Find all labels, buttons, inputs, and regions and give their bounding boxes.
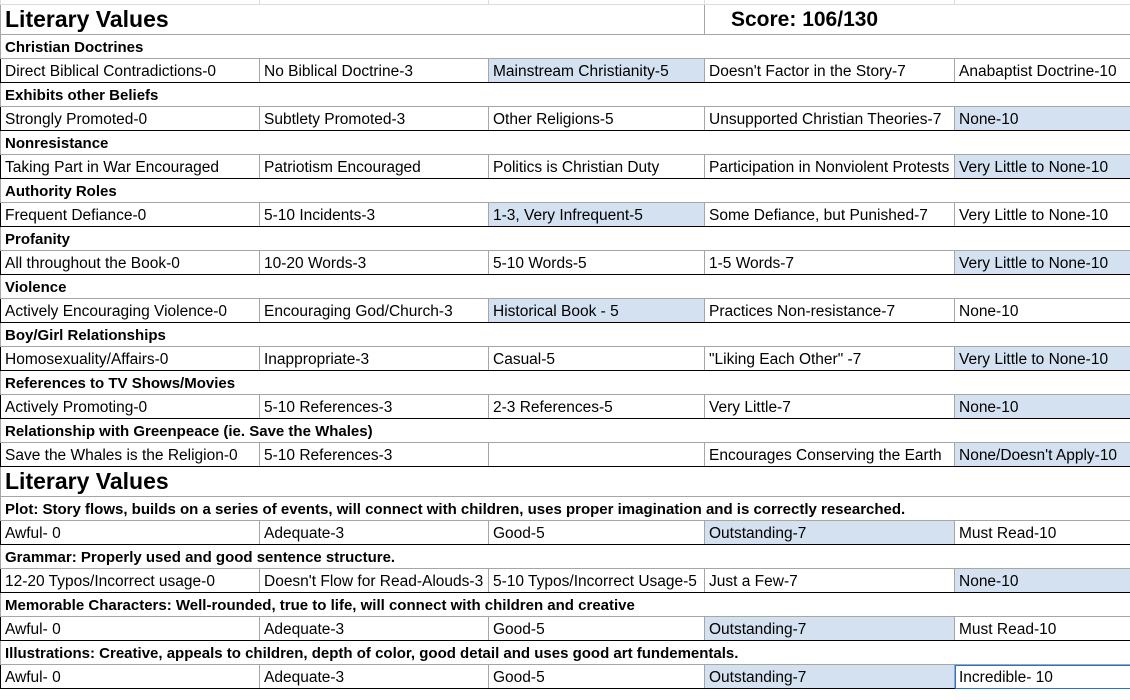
category-label[interactable]: Relationship with Greenpeace (ie. Save the Whales) <box>1 419 1130 443</box>
option-cell[interactable]: 10-20 Words-3 <box>260 251 489 275</box>
option-cell[interactable]: Adequate-3 <box>260 617 489 641</box>
options-row <box>1 203 1130 227</box>
page-title-cell[interactable] <box>1 5 705 35</box>
option-cell[interactable]: Adequate-3 <box>260 665 489 689</box>
option-cell[interactable]: Awful- 0 <box>1 665 260 689</box>
option-cell[interactable]: Doesn't Factor in the Story-7 <box>705 59 955 83</box>
option-cell[interactable]: Actively Promoting-0 <box>1 395 260 419</box>
options-row <box>1 443 1130 467</box>
option-cell-highlighted[interactable]: Outstanding-7 <box>705 665 955 689</box>
option-cell-highlighted[interactable]: Mainstream Christianity-5 <box>489 59 705 83</box>
category-label[interactable]: Grammar: Properly used and good sentence structure. <box>1 545 1130 569</box>
option-cell[interactable] <box>489 443 705 467</box>
option-cell[interactable]: Practices Non-resistance-7 <box>705 299 955 323</box>
options-row <box>1 569 1130 593</box>
options-row <box>1 155 1130 179</box>
category-row <box>1 371 1130 395</box>
option-cell[interactable]: Doesn't Flow for Read-Alouds-3 <box>260 569 489 593</box>
options-row <box>1 665 1130 689</box>
category-label[interactable]: Plot: Story flows, builds on a series of events, will connect with children, uses proper imagination and is correctly researched. <box>1 497 1130 521</box>
option-cell-highlighted[interactable]: None-10 <box>955 569 1130 593</box>
option-cell[interactable]: Unsupported Christian Theories-7 <box>705 107 955 131</box>
option-cell[interactable]: Very Little to None-10 <box>955 203 1130 227</box>
option-cell[interactable]: 5-10 Typos/Incorrect Usage-5 <box>489 569 705 593</box>
option-cell[interactable]: 12-20 Typos/Incorrect usage-0 <box>1 569 260 593</box>
option-cell-highlighted[interactable]: Outstanding-7 <box>705 521 955 545</box>
section-title-cell[interactable] <box>1 467 1130 497</box>
option-cell[interactable]: Frequent Defiance-0 <box>1 203 260 227</box>
option-cell[interactable]: 5-10 References-3 <box>260 443 489 467</box>
category-label[interactable]: Christian Doctrines <box>1 35 1130 59</box>
option-cell[interactable]: Casual-5 <box>489 347 705 371</box>
option-cell[interactable]: Subtlety Promoted-3 <box>260 107 489 131</box>
category-row <box>1 419 1130 443</box>
option-cell[interactable]: 5-10 Words-5 <box>489 251 705 275</box>
option-cell-highlighted[interactable]: Very Little to None-10 <box>955 251 1130 275</box>
category-label[interactable]: Illustrations: Creative, appeals to children, depth of color, good detail and uses good art fundementals. <box>1 641 1130 665</box>
score-value: Score: 106/130 <box>731 8 879 31</box>
option-cell[interactable]: Politics is Christian Duty <box>489 155 705 179</box>
option-cell[interactable]: 1-5 Words-7 <box>705 251 955 275</box>
option-cell[interactable]: 5-10 Incidents-3 <box>260 203 489 227</box>
category-row <box>1 227 1130 251</box>
option-cell[interactable]: Participation in Nonviolent Protests <box>705 155 955 179</box>
category-row <box>1 497 1130 521</box>
option-cell[interactable]: Homosexuality/Affairs-0 <box>1 347 260 371</box>
option-cell[interactable]: Good-5 <box>489 617 705 641</box>
option-cell[interactable]: Adequate-3 <box>260 521 489 545</box>
option-cell[interactable]: Encouraging God/Church-3 <box>260 299 489 323</box>
category-row <box>1 275 1130 299</box>
option-cell-highlighted[interactable]: None-10 <box>955 107 1130 131</box>
option-cell-highlighted[interactable]: Very Little to None-10 <box>955 155 1130 179</box>
option-cell[interactable]: Anabaptist Doctrine-10 <box>955 59 1130 83</box>
option-cell[interactable]: Awful- 0 <box>1 521 260 545</box>
option-cell[interactable]: Very Little-7 <box>705 395 955 419</box>
category-label[interactable]: Boy/Girl Relationships <box>1 323 1130 347</box>
option-cell-highlighted[interactable]: None-10 <box>955 395 1130 419</box>
option-cell[interactable]: Actively Encouraging Violence-0 <box>1 299 260 323</box>
option-cell[interactable]: Must Read-10 <box>955 617 1130 641</box>
options-row <box>1 347 1130 371</box>
category-row <box>1 545 1130 569</box>
option-cell[interactable]: Incredible- 10 <box>955 665 1130 689</box>
category-row <box>1 35 1130 59</box>
option-cell[interactable]: Some Defiance, but Punished-7 <box>705 203 955 227</box>
options-row <box>1 299 1130 323</box>
category-row <box>1 83 1130 107</box>
option-cell[interactable]: 2-3 References-5 <box>489 395 705 419</box>
option-cell[interactable]: Good-5 <box>489 521 705 545</box>
section-title-row <box>1 467 1130 497</box>
score-cell[interactable] <box>705 5 1130 35</box>
option-cell[interactable]: Direct Biblical Contradictions-0 <box>1 59 260 83</box>
category-row <box>1 593 1130 617</box>
category-label[interactable]: Profanity <box>1 227 1130 251</box>
category-label[interactable]: References to TV Shows/Movies <box>1 371 1130 395</box>
options-row <box>1 59 1130 83</box>
option-cell[interactable]: Save the Whales is the Religion-0 <box>1 443 260 467</box>
page-title: Literary Values <box>5 6 169 32</box>
option-cell[interactable]: Must Read-10 <box>955 521 1130 545</box>
option-cell-highlighted[interactable]: 1-3, Very Infrequent-5 <box>489 203 705 227</box>
category-row <box>1 131 1130 155</box>
options-row <box>1 251 1130 275</box>
category-label[interactable]: Nonresistance <box>1 131 1130 155</box>
option-cell[interactable]: Awful- 0 <box>1 617 260 641</box>
option-cell[interactable]: Taking Part in War Encouraged <box>1 155 260 179</box>
options-row <box>1 107 1130 131</box>
option-cell[interactable]: 5-10 References-3 <box>260 395 489 419</box>
category-label[interactable]: Memorable Characters: Well-rounded, true to life, will connect with children and creative <box>1 593 1130 617</box>
option-cell-highlighted[interactable]: None/Doesn't Apply-10 <box>955 443 1130 467</box>
option-cell-highlighted[interactable]: Very Little to None-10 <box>955 347 1130 371</box>
option-cell[interactable]: All throughout the Book-0 <box>1 251 260 275</box>
option-cell[interactable]: Just a Few-7 <box>705 569 955 593</box>
option-cell-highlighted[interactable]: Outstanding-7 <box>705 617 955 641</box>
option-cell[interactable]: No Biblical Doctrine-3 <box>260 59 489 83</box>
option-cell[interactable]: None-10 <box>955 299 1130 323</box>
option-cell[interactable]: Encourages Conserving the Earth <box>705 443 955 467</box>
options-row <box>1 521 1130 545</box>
option-cell[interactable]: Strongly Promoted-0 <box>1 107 260 131</box>
option-cell-highlighted[interactable]: Historical Book - 5 <box>489 299 705 323</box>
category-label[interactable]: Exhibits other Beliefs <box>1 83 1130 107</box>
category-row <box>1 641 1130 665</box>
option-cell[interactable]: Patriotism Encouraged <box>260 155 489 179</box>
options-row <box>1 395 1130 419</box>
section-title: Literary Values <box>5 468 169 494</box>
option-cell[interactable]: Other Religions-5 <box>489 107 705 131</box>
category-row <box>1 323 1130 347</box>
category-label[interactable]: Violence <box>1 275 1130 299</box>
category-row <box>1 179 1130 203</box>
option-cell[interactable]: Good-5 <box>489 665 705 689</box>
option-cell[interactable]: "Liking Each Other" -7 <box>705 347 955 371</box>
options-row <box>1 617 1130 641</box>
category-label[interactable]: Authority Roles <box>1 179 1130 203</box>
option-cell[interactable]: Inappropriate-3 <box>260 347 489 371</box>
